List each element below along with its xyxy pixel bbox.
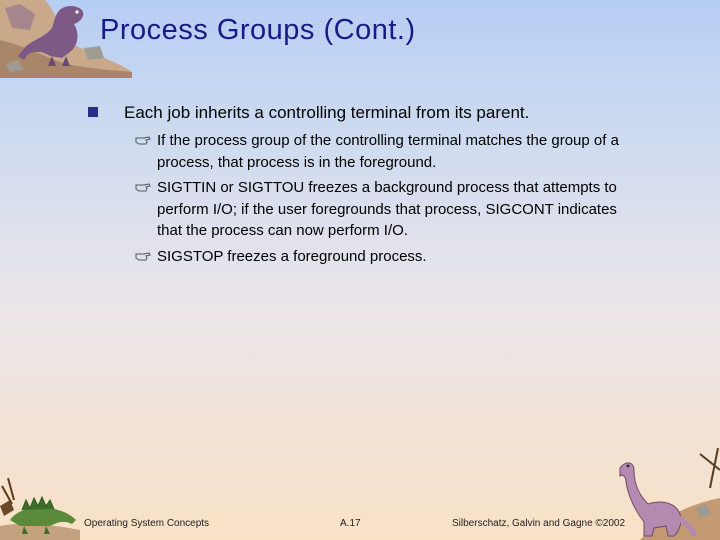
footer-course-title: Operating System Concepts [84,518,210,529]
footer-copyright: Silberschatz, Galvin and Gagne ©2002 [452,518,626,529]
main-bullet-text: Each job inherits a controlling terminal from its parent. [124,103,530,122]
pointing-hand-icon [135,133,151,147]
sub-bullet-text: SIGTTIN or SIGTTOU freezes a background process that attempts to perform I/O; if the user foregrounds that process, SIGCONT indicates that the process can now perform I/O. [157,179,617,239]
main-bullet [88,103,529,123]
sub-bullet-item [135,177,635,242]
stegosaurus-illustration [0,470,80,540]
sub-bullet-item [135,130,635,173]
sub-bullet-text: If the process group of the controlling terminal matches the group of a process, that process is in the foreground. [157,132,619,171]
sub-bullet-list [135,130,635,271]
footer-page-number: A.17 [340,518,361,529]
pointing-hand-icon [135,249,151,263]
sub-bullet-text: SIGSTOP freezes a foreground process. [157,247,427,265]
slide-title: Process Groups (Cont.) [100,14,416,46]
pointing-hand-icon [135,180,151,194]
sub-bullet-item [135,246,635,268]
square-bullet-icon [88,107,98,117]
